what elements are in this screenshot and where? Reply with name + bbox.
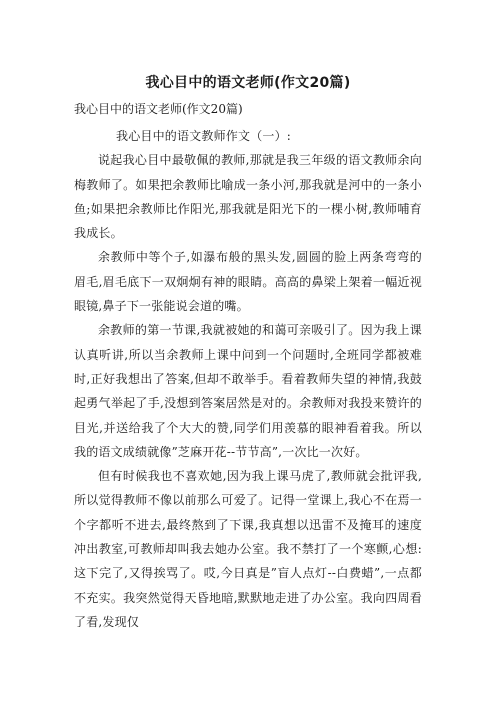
paragraph-3: 余教师的第一节课,我就被她的和蔼可亲吸引了。因为我上课认真听讲,所以当余教师上课中问到一个问题时,全班同学都被难时,正好我想出了答案,但却不敢举手。看着教师失望的神情,我鼓起勇气举起了手,没想到答案居然是对的。余教师对我投来赞许的目光,并送给我了个大大的赞,同学们用羡慕的眼神看着我。所以我的语文成绩就像”芝麻开花--节节高”,一次比一次好。 [74,323,422,459]
paragraph-1: 说起我心目中最敬佩的教师,那就是我三年级的语文教师余向梅教师了。如果把余教师比喻成一条小河,那我就是河中的一条小鱼;如果把余教师比作阳光,那我就是阳光下的一棵小树,教师哺育我成长。 [74,153,422,241]
paragraph-4: 但有时候我也不喜欢她,因为我上课马虎了,教师就会批评我,所以觉得教师不像以前那么可爱了。记得一堂课上,我心不在焉一个字都听不进去,最终熬到了下课,我真想以迅雷不及掩耳的速度冲出教室,可教师却叫我去她办公室。我不禁打了一个寒颤,心想:这下完了,又得挨骂了。哎,今日真是”盲人点灯--白费蜡”,一点都不充实。我突然觉得天昏地暗,默默地走进了办公室。我向四周看了看,发现仅 [74,469,422,629]
document-body [74,124,422,634]
document-title: 我心目中的语文老师(作文20篇) [145,75,351,91]
essay-heading: 我心目中的语文教师作文（一）: [116,129,292,143]
document-subtitle: 我心目中的语文老师(作文20篇) [74,102,243,116]
paragraph-2: 余教师中等个子,如瀑布般的黑头发,圆圆的脸上两条弯弯的眉毛,眉毛底下一双炯炯有神的眼睛。高高的鼻梁上架着一幅近视眼镜,鼻子下一张能说会道的嘴。 [74,250,422,314]
